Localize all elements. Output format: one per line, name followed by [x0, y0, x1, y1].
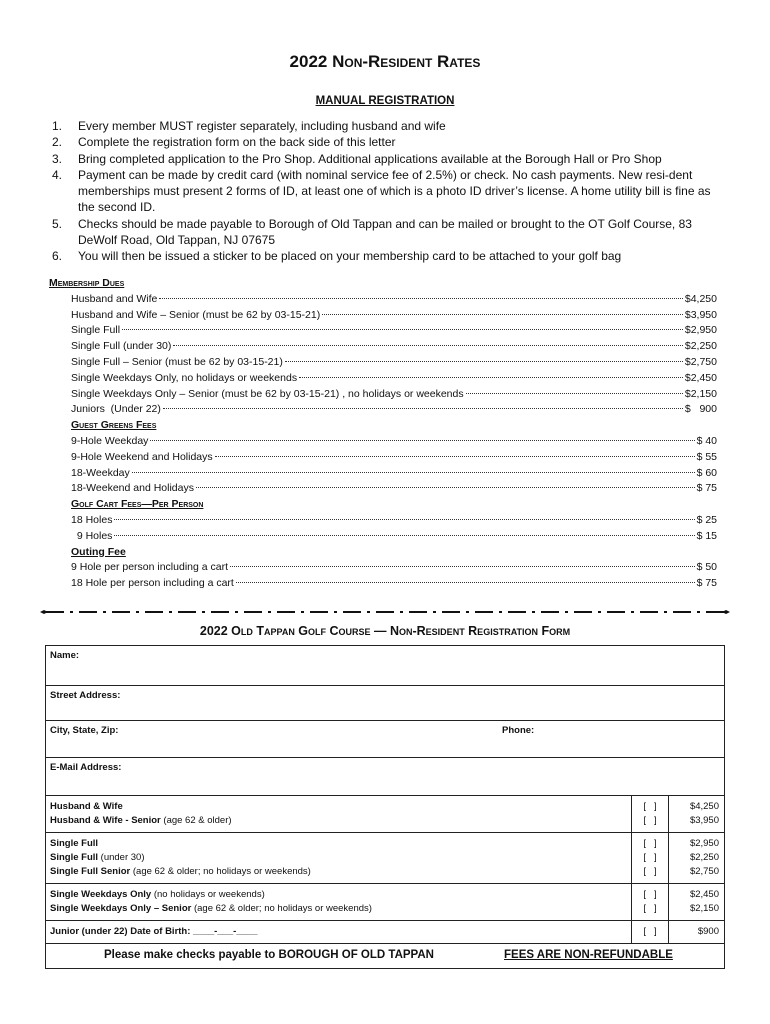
option-name: Single Full	[50, 838, 99, 849]
option-price: $900	[697, 926, 719, 937]
step-text: Complete the registration form on the back side of this letter	[78, 135, 396, 150]
option-name: Single Weekdays Only	[50, 889, 152, 900]
membership-fee-row	[49, 371, 717, 387]
option-label	[50, 925, 627, 939]
dot-leader	[163, 408, 683, 409]
option-checkboxes	[631, 796, 668, 832]
fee-label: Husband and Wife	[71, 292, 158, 305]
fee-schedule	[49, 276, 717, 592]
step-item	[52, 248, 722, 264]
fee-price: $2,750	[684, 355, 717, 368]
step-item	[52, 216, 722, 249]
dot-leader	[236, 582, 695, 583]
option-price: $2,250	[689, 852, 719, 863]
city-label: City, State, Zip:	[50, 725, 119, 736]
dot-leader	[196, 487, 695, 488]
dot-leader	[114, 519, 694, 520]
option-price: $4,250	[689, 801, 719, 812]
dot-leader	[299, 377, 683, 378]
option-price: $2,150	[689, 903, 719, 914]
option-name: Husband & Wife	[50, 801, 123, 812]
guest-fee-row	[49, 450, 717, 466]
refund-note: FEES ARE NON-REFUNDABLE	[504, 949, 673, 961]
option-checkboxes	[631, 884, 668, 920]
name-label: Name:	[50, 650, 80, 661]
option-checkbox[interactable]: [ ]	[643, 815, 657, 826]
outing-heading: Outing Fee	[71, 545, 126, 558]
page-title: 2022 Non-Resident Rates	[289, 52, 481, 71]
fee-price: $2,250	[684, 340, 717, 353]
phone-label: Phone:	[502, 725, 535, 736]
registration-steps	[52, 118, 722, 265]
step-item	[52, 167, 722, 216]
email-label: E-Mail Address:	[50, 762, 122, 773]
step-number: 2.	[52, 135, 63, 150]
option-note: (no holidays or weekends)	[151, 889, 265, 900]
form-title: 2022 Old Tappan Golf Course — Non-Resident Registration Form	[199, 624, 571, 638]
fee-price: $ 50	[696, 561, 717, 574]
step-number: 6.	[52, 249, 63, 264]
step-text: Checks should be made payable to Borough of Old Tappan and can be mailed or brought to the OT Golf Course, 83 DeWolf Road, Old Tappan, NJ 07675	[78, 216, 692, 248]
dot-leader	[285, 361, 683, 362]
payment-note: Please make checks payable to BOROUGH OF OLD TAPPAN	[104, 949, 434, 961]
guest-fee-row	[49, 434, 717, 450]
street-label: Street Address:	[50, 690, 121, 701]
option-descriptions	[46, 796, 631, 832]
fee-label: 9-Hole Weekday	[71, 434, 149, 447]
option-name: Junior (under 22) Date of Birth: ____-___-____	[50, 926, 258, 937]
option-label	[50, 800, 627, 814]
cart-heading: Golf Cart Fees—Per Person	[71, 498, 204, 511]
guest-fee-row	[49, 481, 717, 497]
outing-fee-row	[49, 576, 717, 592]
fee-price: $ 60	[696, 466, 717, 479]
dot-leader	[466, 393, 683, 394]
option-prices	[668, 921, 724, 943]
membership-option-group	[46, 796, 724, 833]
guest-fee-row	[49, 466, 717, 482]
dot-leader	[122, 329, 683, 330]
option-note: (age 62 & older)	[160, 815, 232, 826]
option-name: Husband & Wife - Senior	[50, 815, 161, 826]
email-field[interactable]	[46, 758, 724, 796]
dot-leader	[215, 456, 695, 457]
option-name: Single Weekdays Only – Senior	[50, 903, 192, 914]
option-label	[50, 865, 627, 879]
step-number: 5.	[52, 216, 63, 231]
fee-label: Single Full	[71, 324, 121, 337]
fee-price: $ 55	[696, 450, 717, 463]
fee-price: $ 75	[696, 482, 717, 495]
outing-fee-row	[49, 560, 717, 576]
fee-label: Single Full (under 30)	[71, 340, 172, 353]
option-label	[50, 837, 627, 851]
fee-label: Single Full – Senior (must be 62 by 03-15-21)	[71, 355, 283, 368]
option-checkbox[interactable]: [ ]	[643, 889, 657, 900]
fee-label: 18-Weekday	[71, 466, 130, 479]
option-prices	[668, 796, 724, 832]
dot-leader	[114, 535, 694, 536]
fee-label: 18 Hole per person including a cart	[71, 577, 234, 590]
option-checkbox[interactable]: [ ]	[643, 903, 657, 914]
fee-price: $ 75	[696, 577, 717, 590]
option-name: Single Full	[50, 852, 99, 863]
option-checkbox[interactable]: [ ]	[643, 838, 657, 849]
option-note: (under 30)	[98, 852, 145, 863]
option-label	[50, 902, 627, 916]
option-price: $2,950	[689, 838, 719, 849]
step-text: Bring completed application to the Pro Shop. Additional applications available at the Borough Hall or Pro Shop	[78, 151, 662, 166]
fee-price: $2,450	[684, 371, 717, 384]
fee-label: 18 Holes	[71, 513, 113, 526]
option-price: $3,950	[689, 815, 719, 826]
fee-label: 9 Hole per person including a cart	[71, 561, 229, 574]
fee-price: $ 15	[696, 529, 717, 542]
option-checkbox[interactable]: [ ]	[643, 866, 657, 877]
fee-price: $ 40	[696, 434, 717, 447]
membership-fee-row	[49, 339, 717, 355]
fee-price: $2,150	[684, 387, 717, 400]
step-text: You will then be issued a sticker to be placed on your membership card to be attached to your golf bag	[78, 249, 622, 264]
fee-label: 18-Weekend and Holidays	[71, 482, 194, 495]
membership-heading: Membership Dues	[49, 277, 125, 289]
option-note: (age 62 & older; no holidays or weekends)	[130, 866, 311, 877]
divider	[40, 610, 730, 614]
fee-price: $ 25	[696, 513, 717, 526]
fee-label: Single Weekdays Only, no holidays or weekends	[71, 371, 298, 384]
fee-label: 9 Holes	[71, 529, 113, 542]
option-checkboxes	[631, 921, 668, 943]
dot-leader	[132, 472, 695, 473]
dot-leader	[322, 314, 683, 315]
membership-option-group	[46, 833, 724, 884]
option-descriptions	[46, 833, 631, 883]
option-descriptions	[46, 921, 631, 943]
fee-label: Juniors (Under 22)	[71, 403, 161, 416]
option-checkbox[interactable]: [ ]	[643, 801, 657, 812]
guest-heading: Guest Greens Fees	[71, 419, 157, 432]
option-price: $2,750	[689, 866, 719, 877]
street-address-field[interactable]	[46, 686, 724, 721]
fee-price: $ 900	[684, 403, 717, 416]
dot-leader	[230, 566, 695, 567]
city-phone-row[interactable]	[46, 721, 724, 758]
membership-fee-row	[49, 402, 717, 418]
form-footer	[46, 944, 724, 968]
option-checkboxes	[631, 833, 668, 883]
step-item	[52, 118, 722, 134]
dot-leader	[173, 345, 682, 346]
option-label	[50, 851, 627, 865]
fee-price: $3,950	[684, 308, 717, 321]
membership-fee-row	[49, 387, 717, 403]
step-number: 3.	[52, 151, 63, 166]
membership-option-group	[46, 884, 724, 921]
option-checkbox[interactable]: [ ]	[643, 926, 657, 937]
option-name: Single Full Senior	[50, 866, 131, 877]
step-number: 1.	[52, 119, 63, 133]
dot-leader	[159, 298, 682, 299]
cart-fee-row	[49, 529, 717, 545]
dot-leader	[150, 440, 694, 441]
step-text: Payment can be made by credit card (with nominal service fee of 2.5%) or check. No cash payments. New resi-dent memberships must present 2 forms of ID, at least one of which is a photo ID driver’s license. A home utility bill is fine as the second ID.	[78, 167, 711, 215]
option-checkbox[interactable]: [ ]	[643, 852, 657, 863]
fee-price: $4,250	[684, 292, 717, 305]
option-price: $2,450	[689, 889, 719, 900]
option-descriptions	[46, 884, 631, 920]
fee-price: $2,950	[684, 324, 717, 337]
membership-fee-row	[49, 308, 717, 324]
membership-fee-row	[49, 292, 717, 308]
step-text: Every member MUST register separately, including husband and wife	[78, 119, 446, 133]
fee-label: 9-Hole Weekend and Holidays	[71, 450, 213, 463]
membership-fee-row	[49, 355, 717, 371]
option-note: (age 62 & older; no holidays or weekends)	[191, 903, 372, 914]
step-number: 4.	[52, 167, 63, 182]
cart-fee-row	[49, 513, 717, 529]
step-item	[52, 134, 722, 150]
option-prices	[668, 833, 724, 883]
registration-form	[45, 645, 725, 969]
name-field[interactable]	[46, 646, 724, 686]
step-item	[52, 151, 722, 167]
membership-option-group	[46, 921, 724, 944]
option-label	[50, 814, 627, 828]
option-prices	[668, 884, 724, 920]
fee-label: Husband and Wife – Senior (must be 62 by 03-15-21)	[71, 308, 321, 321]
option-label	[50, 888, 627, 902]
manual-registration-heading: MANUAL REGISTRATION	[315, 95, 455, 107]
fee-label: Single Weekdays Only – Senior (must be 62 by 03-15-21) , no holidays or weekends	[71, 387, 464, 400]
membership-fee-row	[49, 323, 717, 339]
